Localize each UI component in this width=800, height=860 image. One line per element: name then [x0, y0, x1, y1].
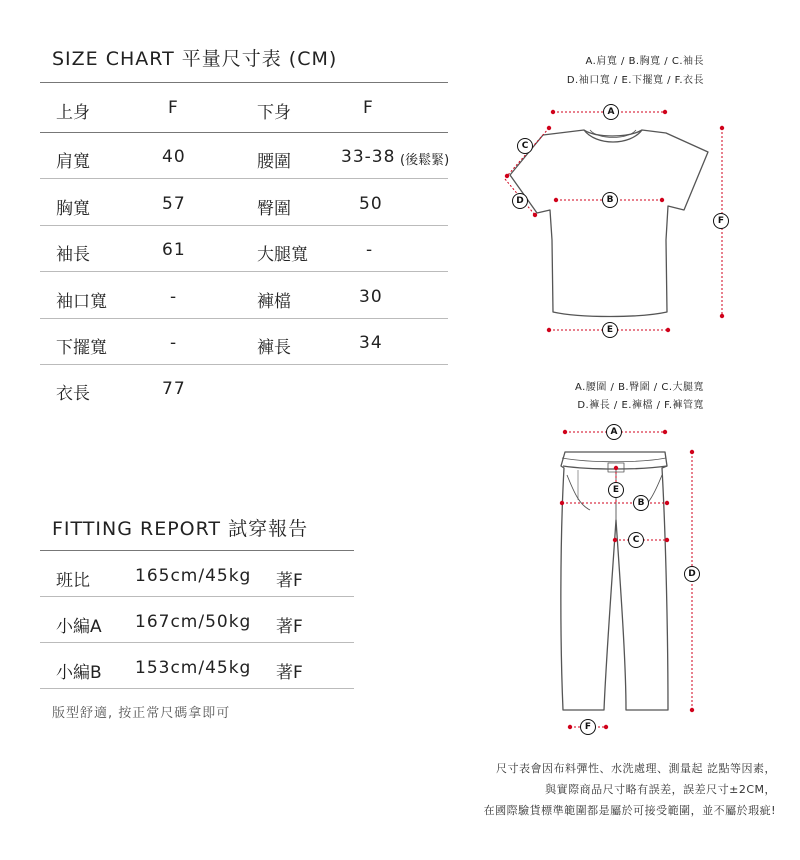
pants-measure-lines — [560, 430, 694, 729]
shirt-marker-d: D — [512, 193, 528, 209]
disclaimer-line1: 尺寸表會因布料彈性、水洗處理、測量起 訖點等因素， — [496, 762, 776, 775]
shirt-marker-b: B — [602, 192, 618, 208]
pants-marker-b: B — [633, 495, 649, 511]
table-cell: 40 — [162, 147, 186, 167]
shirt-marker-e: E — [602, 322, 618, 338]
table-cell: 袖口寬 — [56, 292, 107, 312]
fitting-report-title: FITTING REPORT 試穿報告 — [52, 518, 309, 540]
table-cell: 大腿寬 — [257, 245, 308, 265]
pants-marker-f: F — [580, 719, 596, 735]
shirt-measure-lines — [505, 110, 724, 332]
table-cell: 下擺寬 — [56, 338, 107, 358]
table-cell: 著F — [276, 571, 303, 591]
table-cell: 班比 — [56, 571, 90, 591]
disclaimer-line2: 與實際商品尺寸略有誤差，誤差尺寸±2CM， — [545, 783, 776, 796]
table-cell: 褲長 — [257, 338, 291, 358]
pants-marker-d: D — [684, 566, 700, 582]
table-cell: 肩寬 — [56, 152, 90, 172]
table-cell: 77 — [162, 379, 186, 399]
table-cell: - — [366, 240, 374, 260]
table-cell: - — [170, 333, 178, 353]
table-cell: 胸寬 — [56, 199, 90, 219]
top-legend-line2: D.袖口寬 / E.下擺寬 / F.衣長 — [566, 75, 704, 86]
header-top-label: 上身 — [56, 103, 90, 123]
header-bottom-size: F — [363, 98, 373, 118]
pants-marker-c: C — [628, 532, 644, 548]
table-cell: 著F — [276, 663, 303, 683]
fitting-note: 版型舒適, 按正常尺碼拿即可 — [52, 706, 231, 721]
table-cell: 165cm/45kg — [135, 566, 252, 586]
table-cell: 小編A — [56, 617, 102, 637]
top-legend-line1: A.肩寬 / B.胸寬 / C.袖長 — [585, 56, 704, 67]
table-cell: 50 — [359, 194, 383, 214]
table-cell: 57 — [162, 194, 186, 214]
table-cell-note: (後鬆緊) — [400, 153, 450, 168]
disclaimer — [400, 758, 776, 821]
size-chart-title: SIZE CHART 平量尺寸表 (CM) — [52, 48, 338, 70]
table-cell: 61 — [162, 240, 186, 260]
shirt-marker-f: F — [713, 213, 729, 229]
table-cell: 167cm/50kg — [135, 612, 252, 632]
table-cell: 153cm/45kg — [135, 658, 252, 678]
table-cell: 褲檔 — [257, 292, 291, 312]
table-cell: 34 — [359, 333, 383, 353]
tshirt-illustration — [510, 130, 708, 317]
shirt-marker-a: A — [603, 104, 619, 120]
pants-marker-a: A — [606, 424, 622, 440]
table-cell: 臀圍 — [257, 199, 291, 219]
header-top-size: F — [168, 98, 178, 118]
table-cell: 袖長 — [56, 245, 90, 265]
header-bottom-label: 下身 — [257, 103, 291, 123]
table-cell: 小編B — [56, 663, 102, 683]
table-cell: 衣長 — [56, 384, 90, 404]
disclaimer-line3: 在國際驗貨標準範圍都是屬於可接受範圍，並不屬於瑕疵! — [483, 804, 776, 817]
pants-legend-line2: D.褲長 / E.褲檔 / F.褲管寬 — [577, 400, 704, 411]
table-cell: - — [170, 287, 178, 307]
table-cell: 33-38 — [341, 147, 396, 167]
table-cell: 30 — [359, 287, 383, 307]
pants-legend-line1: A.腰圍 / B.臀圍 / C.大腿寬 — [575, 382, 704, 393]
shirt-marker-c: C — [517, 138, 533, 154]
table-cell: 著F — [276, 617, 303, 637]
table-cell: 腰圍 — [257, 152, 291, 172]
pants-marker-e: E — [608, 482, 624, 498]
